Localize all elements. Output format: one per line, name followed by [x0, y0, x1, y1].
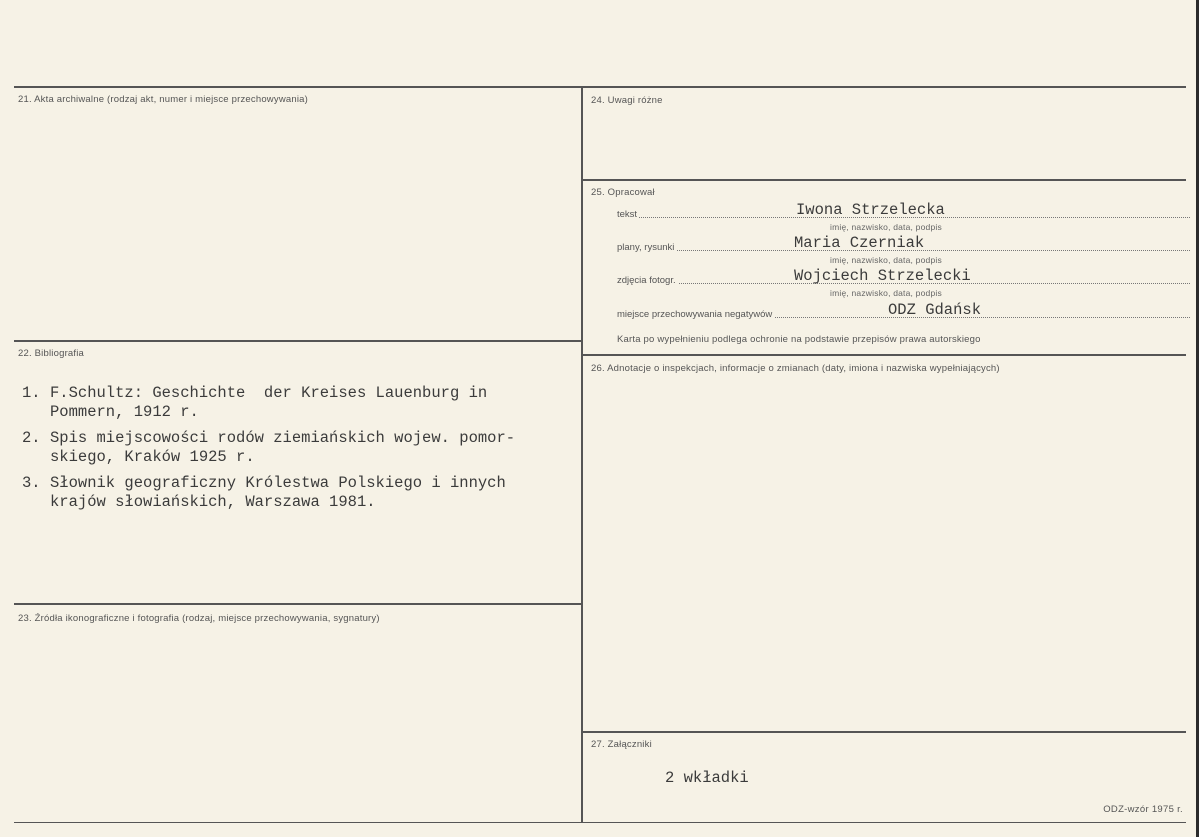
field-hint: imię, nazwisko, data, podpis	[830, 222, 942, 232]
bibliography-item-line: skiego, Kraków 1925 r.	[50, 448, 255, 466]
center-divider	[581, 86, 583, 822]
copyright-note: Karta po wypełnieniu podlega ochronie na podstawie przepisów prawa autorskiego	[617, 334, 981, 345]
field-label: zdjęcia fotogr.	[617, 275, 676, 286]
bibliography-item-number: 1.	[22, 384, 41, 402]
section-27-label: 27. Załączniki	[591, 739, 652, 750]
bibliography-item-number: 3.	[22, 474, 41, 492]
field-label: tekst	[617, 209, 638, 220]
rule-26-27	[583, 731, 1186, 733]
rule-21-22	[14, 340, 581, 342]
field-label: miejsce przechowywania negatywów	[617, 309, 773, 320]
field-label: plany, rysunki	[617, 242, 675, 253]
section-22-label: 22. Bibliografia	[18, 348, 85, 359]
rule-25-26	[583, 354, 1186, 356]
bibliography-item-line: F.Schultz: Geschichte der Kreises Lauenburg in	[50, 384, 488, 402]
section-21-label: 21. Akta archiwalne (rodzaj akt, numer i miejsce przechowywania)	[18, 94, 309, 105]
top-rule	[14, 86, 1186, 88]
field-value: Iwona Strzelecka	[796, 201, 945, 219]
bibliography-item	[22, 474, 572, 512]
section-26-label: 26. Adnotacje o inspekcjach, informacje o zmianach (daty, imiona i nazwiska wypełniających)	[591, 363, 1000, 374]
bibliography-item-line: Słownik geograficzny Królestwa Polskiego i innych	[50, 474, 506, 492]
field-hint: imię, nazwisko, data, podpis	[830, 255, 942, 265]
bibliography-item-line: Spis miejscowości rodów ziemiańskich wojew. pomor-	[50, 429, 516, 447]
bottom-rule	[14, 822, 1186, 823]
rule-24-25	[583, 179, 1186, 181]
field-value: ODZ Gdańsk	[888, 301, 982, 319]
form-id: ODZ-wzór 1975 r.	[1103, 804, 1183, 815]
bibliography-item-number: 2.	[22, 429, 41, 447]
section-23-label: 23. Źródła ikonograficzne i fotografia (rodzaj, miejsce przechowywania, sygnatury)	[18, 613, 380, 624]
section-25-label: 25. Opracował	[591, 187, 655, 198]
bibliography-item-line: krajów słowiańskich, Warszawa 1981.	[50, 493, 376, 511]
rule-22-23	[14, 603, 581, 605]
bibliography-item	[22, 384, 572, 422]
field-value: Maria Czerniak	[794, 234, 925, 252]
field-plany-rysunki	[617, 234, 1190, 253]
section-24-label: 24. Uwagi różne	[591, 95, 663, 106]
field-value: Wojciech Strzelecki	[794, 267, 971, 285]
attachments-value: 2 wkładki	[665, 769, 749, 787]
field-tekst	[617, 201, 1190, 220]
bibliography-item-line: Pommern, 1912 r.	[50, 403, 199, 421]
field-negatywy	[617, 301, 1190, 320]
bibliography-list	[22, 384, 572, 519]
field-hint: imię, nazwisko, data, podpis	[830, 288, 942, 298]
bibliography-item	[22, 429, 572, 467]
field-zdjecia-fotogr	[617, 267, 1190, 286]
